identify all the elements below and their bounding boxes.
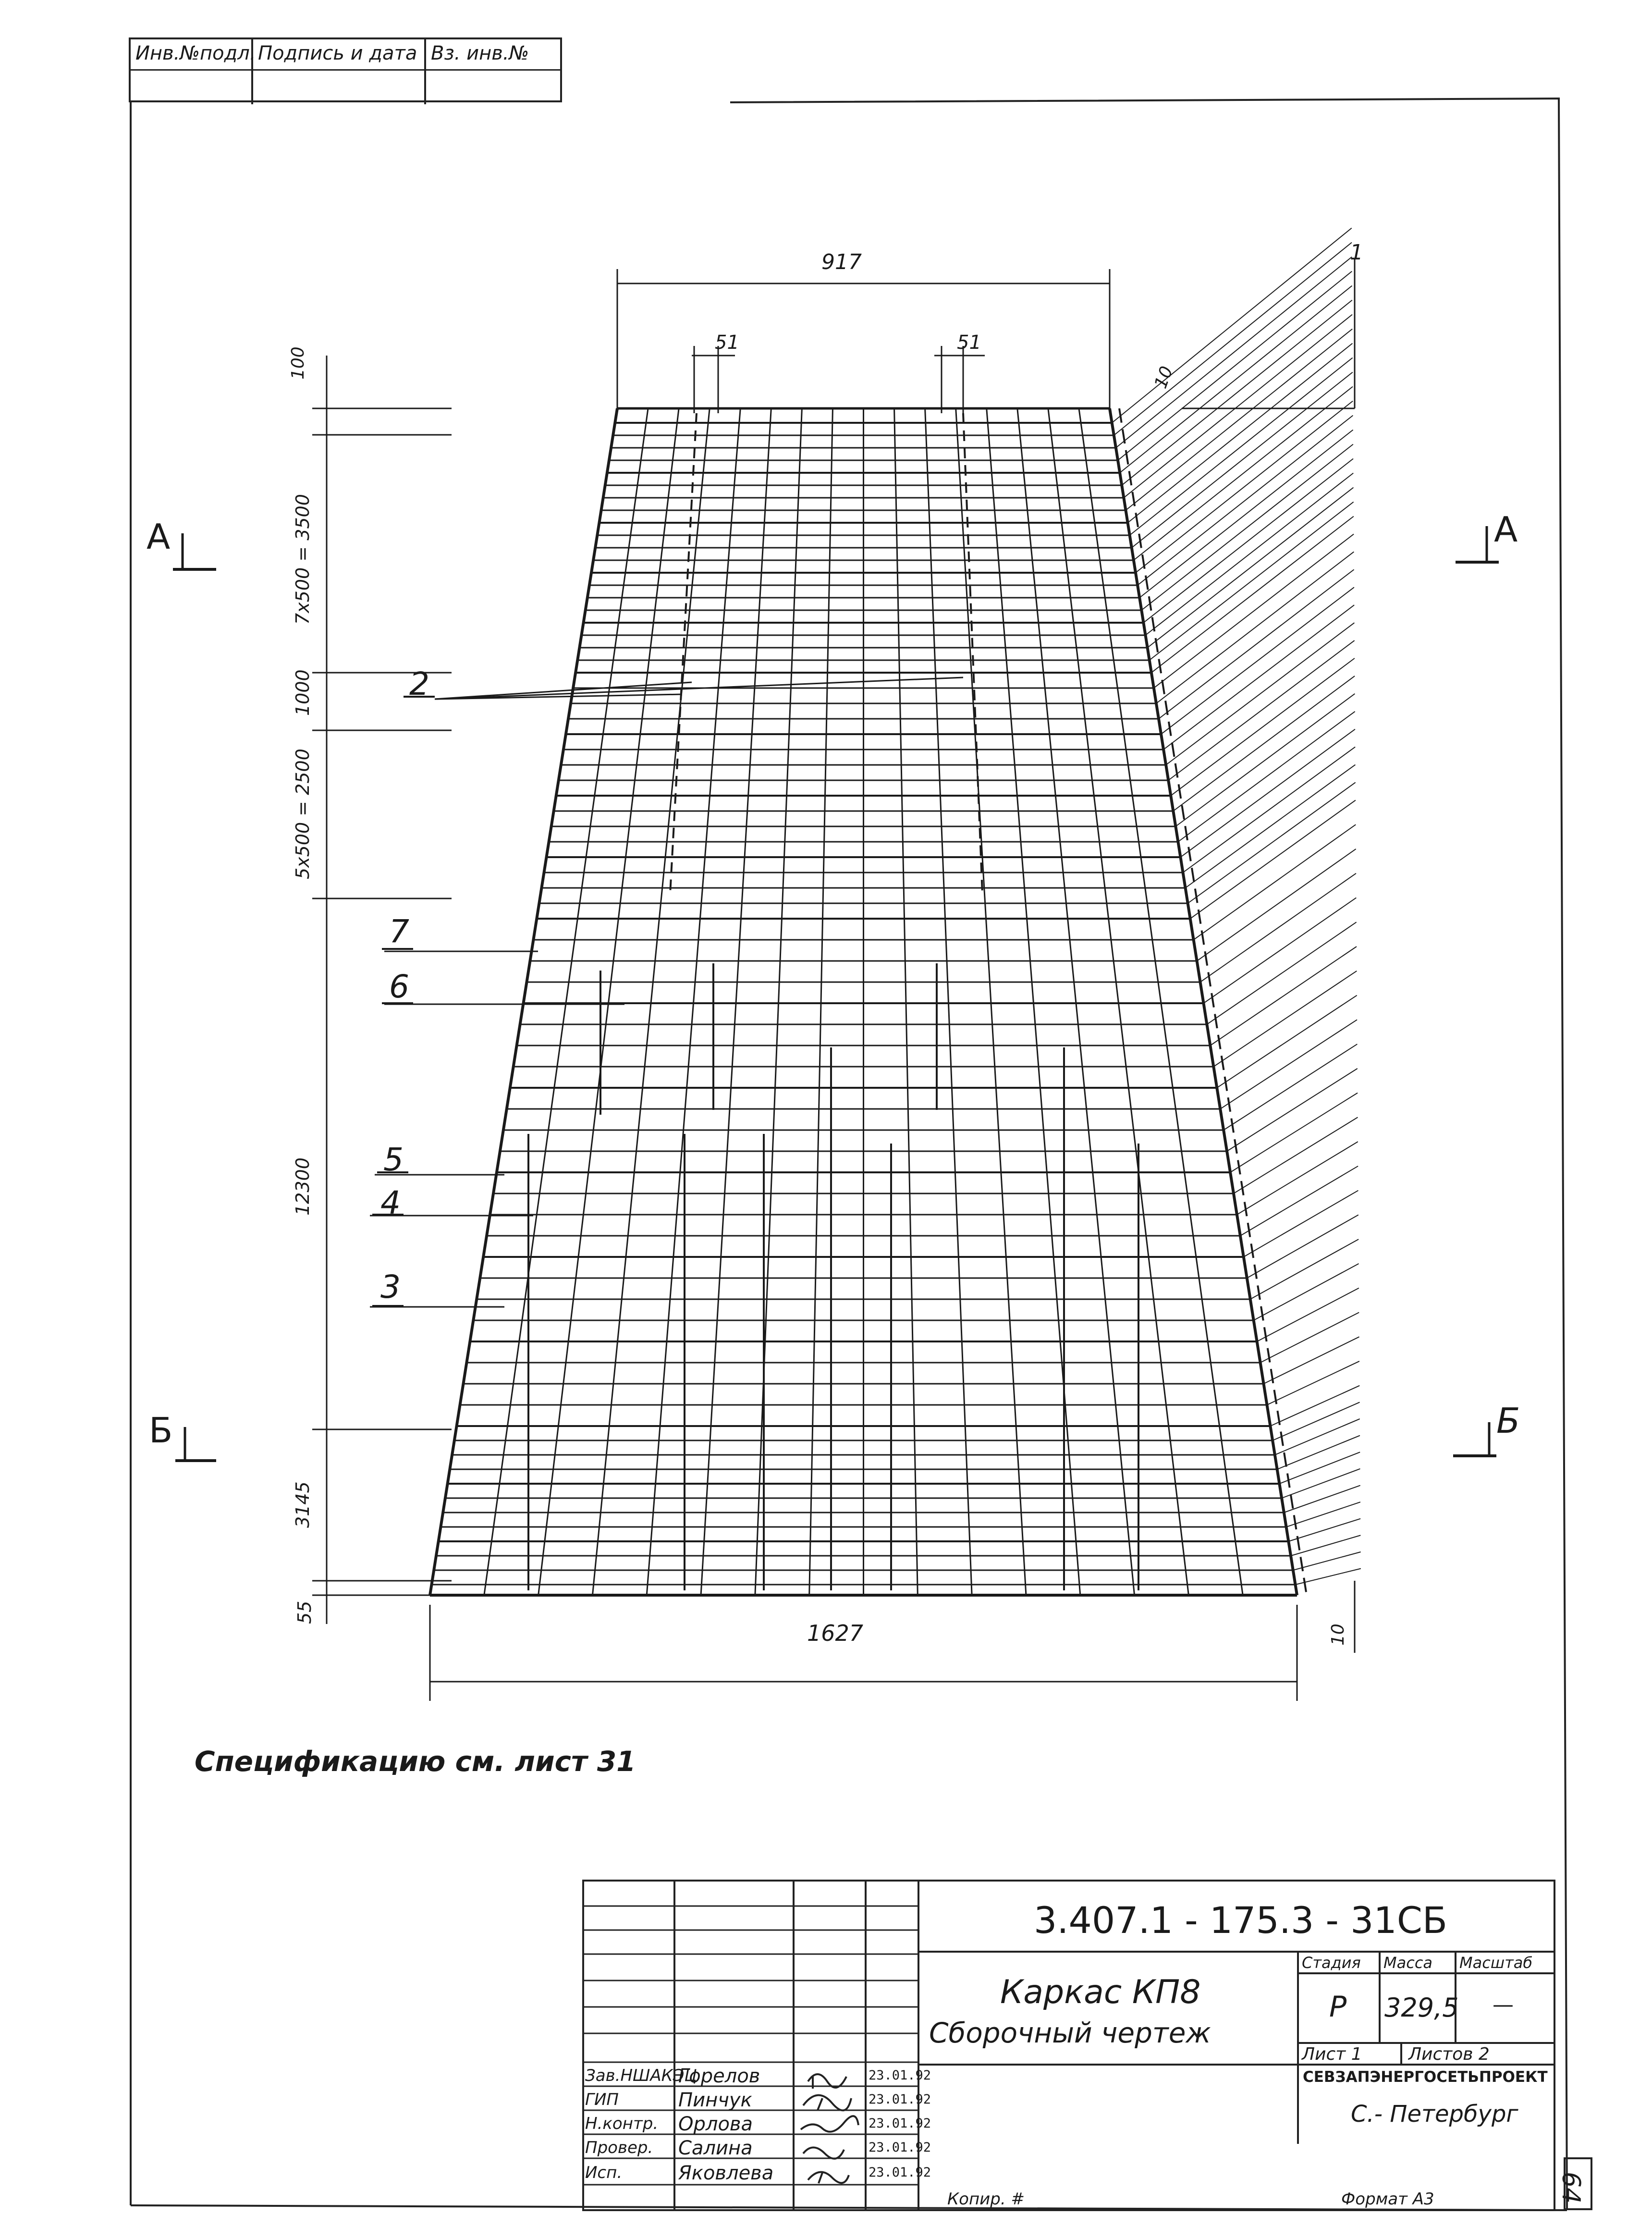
dim-left-7x500: 7x500 = 3500 xyxy=(292,494,313,625)
ring-perspective xyxy=(1224,1044,1357,1130)
ring-perspective xyxy=(1264,1337,1359,1384)
stamp-cell-inv xyxy=(131,39,256,104)
ring-perspective xyxy=(1207,922,1356,1024)
callout-5: 5 xyxy=(383,1141,404,1178)
sheet-number: Лист 1 xyxy=(1302,2044,1362,2064)
cage-left-edge xyxy=(430,408,617,1595)
dim-left-12300: 12300 xyxy=(292,1157,313,1216)
longitudinal-bar xyxy=(956,408,1026,1595)
stamp-label-inv: Инв.№подл. xyxy=(135,42,256,64)
dim-left-55: 55 xyxy=(294,1600,315,1624)
tb-date-1: 23.01.92 xyxy=(869,2092,931,2107)
stage-value: Р xyxy=(1329,1990,1347,2024)
section-a-left: А xyxy=(147,517,171,557)
dim-left-3145: 3145 xyxy=(292,1481,313,1528)
tb-date-2: 23.01.92 xyxy=(869,2116,931,2131)
ring-perspective xyxy=(1178,712,1355,842)
longitudinal-bar xyxy=(1079,408,1243,1595)
ring-perspective xyxy=(1284,1486,1360,1513)
ring-perspective xyxy=(1124,315,1352,498)
tb-role-2: Н.контр. xyxy=(585,2114,659,2133)
doc-code: 3.407.1 - 175.3 - 31СБ xyxy=(1034,1899,1448,1942)
cage-drawing xyxy=(370,228,1361,1595)
ring-perspective xyxy=(1220,1020,1357,1109)
ring-perspective xyxy=(1154,534,1354,688)
callout-4: 4 xyxy=(380,1184,401,1221)
ring-perspective xyxy=(1150,502,1354,660)
ring-perspective xyxy=(1114,243,1352,435)
city: С.- Петербург xyxy=(1351,2101,1518,2128)
tb-name-1: Пинчук xyxy=(678,2089,752,2111)
doc-name-line1: Каркас КП8 xyxy=(1000,1973,1201,2011)
tb-name-3: Салина xyxy=(678,2137,753,2159)
callout-3: 3 xyxy=(380,1268,401,1305)
ring-perspective xyxy=(1203,898,1356,1003)
ring-perspective xyxy=(1132,372,1353,548)
longitudinal-bar xyxy=(647,408,740,1595)
side-sheet-number: 64 xyxy=(1556,2172,1585,2204)
longitudinal-bar xyxy=(987,408,1080,1595)
longitudinal-bar xyxy=(1048,408,1189,1595)
dim-top-width: 917 xyxy=(821,250,862,274)
tb-name-4: Яковлева xyxy=(678,2162,774,2184)
longitudinal-bar xyxy=(538,408,679,1595)
dim-left-100: 100 xyxy=(288,346,308,380)
tb-name-0: Горелов xyxy=(678,2065,760,2087)
right-edge-dashed xyxy=(1119,408,1307,1595)
ring-perspective xyxy=(1282,1469,1360,1498)
ring-perspective xyxy=(1126,329,1352,510)
tb-name-2: Орлова xyxy=(678,2113,753,2135)
dim-left-5x500: 5x500 = 2500 xyxy=(292,749,313,879)
section-b-right: Б xyxy=(1496,1401,1520,1441)
ring-perspective xyxy=(1291,1535,1360,1556)
ring-perspective xyxy=(1118,271,1352,460)
scale-value: — xyxy=(1493,1993,1514,2017)
ring-perspective xyxy=(1273,1402,1359,1440)
longitudinal-bar xyxy=(484,408,648,1595)
scale-header: Масштаб xyxy=(1459,1954,1533,1972)
doc-name-line2: Сборочный чертеж xyxy=(929,2017,1211,2049)
dim-step-right: 51 xyxy=(957,332,981,354)
ring-perspective xyxy=(1116,257,1352,448)
dim-right-top: 10 xyxy=(1150,363,1177,392)
stamp-cell-replace xyxy=(426,39,562,104)
ring-perspective xyxy=(1237,1142,1358,1215)
longitudinal-bar xyxy=(701,408,771,1595)
ring-perspective xyxy=(1180,729,1355,857)
tb-date-0: 23.01.92 xyxy=(869,2068,931,2083)
longitudinal-bar xyxy=(1017,408,1135,1595)
mark-right-top: 1 xyxy=(1350,240,1363,265)
longitudinal-bar xyxy=(755,408,802,1595)
ring-perspective xyxy=(1151,517,1354,673)
copied-label: Копир. # xyxy=(947,2190,1025,2209)
tb-date-3: 23.01.92 xyxy=(869,2140,931,2155)
ring-perspective xyxy=(1197,849,1356,961)
ring-perspective xyxy=(1257,1288,1359,1341)
stage-header: Стадия xyxy=(1302,1954,1361,1972)
dim-bottom-right: 10 xyxy=(1328,1624,1348,1646)
ring-perspective xyxy=(1134,387,1353,560)
ring-perspective xyxy=(1183,747,1356,873)
ring-perspective xyxy=(1139,430,1353,598)
ring-perspective xyxy=(1286,1502,1360,1527)
ring-perspective xyxy=(1190,800,1356,919)
organization: СЕВЗАПЭНЕРГОСЕТЬПРОЕКТ xyxy=(1303,2068,1548,2086)
ring-perspective xyxy=(1166,623,1354,765)
longitudinal-bar xyxy=(592,408,710,1595)
section-a-right: А xyxy=(1494,509,1518,550)
ring-perspective xyxy=(1250,1239,1358,1299)
title-block xyxy=(582,1880,1555,2211)
tb-date-4: 23.01.92 xyxy=(869,2165,931,2180)
ring-perspective xyxy=(1270,1386,1359,1426)
sheet-count: Листов 2 xyxy=(1408,2044,1490,2064)
tb-role-4: Исп. xyxy=(585,2163,623,2182)
callout-6: 6 xyxy=(389,968,409,1005)
ring-perspective xyxy=(1277,1436,1360,1469)
ring-perspective xyxy=(1213,971,1357,1067)
ring-perspective xyxy=(1173,676,1355,811)
stamp-label-signature: Подпись и дата xyxy=(258,42,417,64)
stamp-label-replace: Вз. инв.№ xyxy=(431,42,529,64)
ring-perspective xyxy=(1279,1452,1360,1484)
ring-perspective xyxy=(1267,1361,1359,1405)
ring-perspective xyxy=(1234,1117,1358,1193)
ring-perspective xyxy=(1200,873,1356,982)
ring-perspective xyxy=(1168,640,1354,780)
ring-perspective xyxy=(1175,694,1355,826)
ring-perspective xyxy=(1227,1069,1358,1151)
stamp-cell-signature xyxy=(253,39,426,104)
callout-7: 7 xyxy=(389,913,409,950)
mass-header: Масса xyxy=(1383,1954,1433,1972)
ring-perspective xyxy=(1112,228,1352,423)
dim-bottom-width: 1627 xyxy=(807,1620,864,1646)
section-b-left: Б xyxy=(149,1410,173,1451)
longitudinal-bar xyxy=(894,408,918,1595)
side-number-box xyxy=(1564,2157,1592,2210)
tb-role-1: ГИП xyxy=(585,2090,619,2109)
callout-2: 2 xyxy=(409,665,429,702)
tb-role-3: Провер. xyxy=(585,2138,653,2157)
dim-step-left: 51 xyxy=(715,332,739,354)
ring-perspective xyxy=(1171,658,1355,796)
ring-perspective xyxy=(1254,1264,1359,1320)
ring-perspective xyxy=(1247,1215,1358,1278)
ring-perspective xyxy=(1230,1093,1358,1172)
dim-left-1000: 1000 xyxy=(292,669,313,716)
ring-perspective xyxy=(1210,947,1357,1046)
ring-perspective xyxy=(1260,1313,1359,1363)
format-label: Формат А3 xyxy=(1341,2190,1434,2209)
inventory-stamp xyxy=(129,37,562,102)
spec-note: Спецификацию см. лист 31 xyxy=(195,1745,636,1778)
mass-value: 329,5 xyxy=(1384,1993,1459,2023)
longitudinal-bar xyxy=(925,408,972,1595)
ring-perspective xyxy=(1136,401,1353,573)
ring-perspective xyxy=(1217,996,1357,1088)
tb-role-0: Зав.НШАКЭЦ xyxy=(585,2066,697,2085)
longitudinal-bar xyxy=(809,408,833,1595)
ring-perspective xyxy=(1275,1419,1360,1455)
